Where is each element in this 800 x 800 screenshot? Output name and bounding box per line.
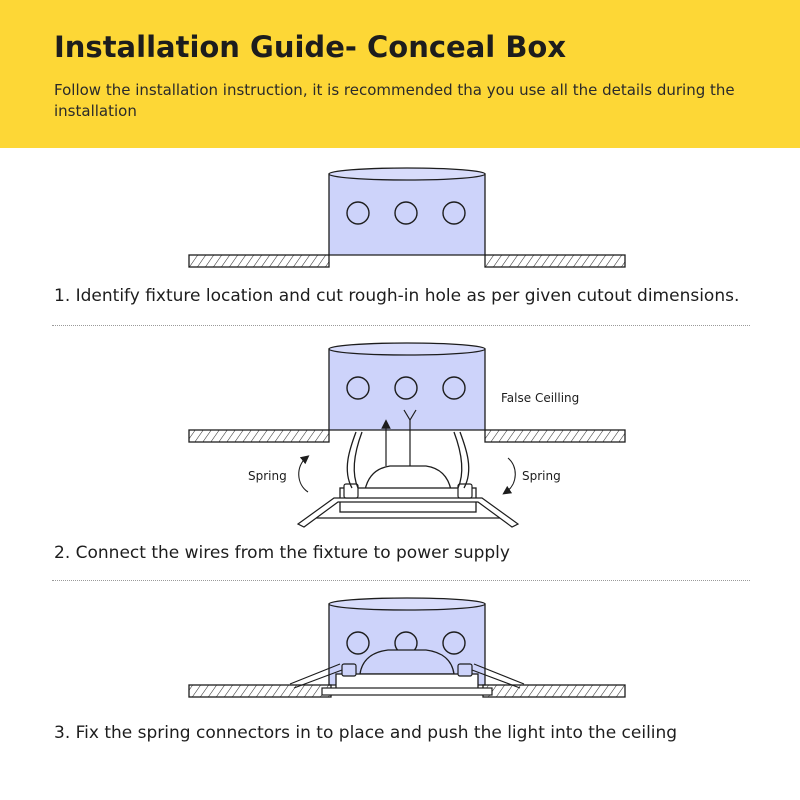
spring-label-left: Spring xyxy=(248,469,287,483)
light-fixture-installed xyxy=(290,650,524,690)
spring-arrow-right xyxy=(506,458,515,492)
divider-2 xyxy=(52,580,750,581)
conceal-box xyxy=(329,343,485,430)
diagram-step-1 xyxy=(0,160,800,275)
page-subtitle: Follow the installation instruction, it is recommended tha you use all the details during the installation xyxy=(54,81,735,120)
spring-right xyxy=(454,432,469,488)
ceiling-right xyxy=(485,255,625,267)
ceiling-right xyxy=(485,430,625,442)
light-fixture xyxy=(298,466,518,527)
diagram-step-3 xyxy=(0,592,800,712)
ceiling-left xyxy=(189,430,329,442)
spring-arrow-left xyxy=(299,458,308,492)
spring-left xyxy=(347,432,362,488)
step-1-text: 1. Identify fixture location and cut rough-in hole as per given cutout dimensions. xyxy=(54,286,740,306)
divider-1 xyxy=(52,325,750,326)
trim-ring xyxy=(322,688,492,695)
conceal-box xyxy=(329,168,485,255)
header-banner xyxy=(0,0,800,148)
ceiling-left xyxy=(189,685,331,697)
spring-label-right: Spring xyxy=(522,469,561,483)
diagram-step-2 xyxy=(0,336,800,536)
ceiling-left xyxy=(189,255,329,267)
ceiling-right xyxy=(483,685,625,697)
false-ceiling-label: False Ceilling xyxy=(501,391,580,405)
step-3-text: 3. Fix the spring connectors in to place and push the light into the ceiling xyxy=(54,723,678,743)
step-2-text: 2. Connect the wires from the fixture to power supply xyxy=(54,543,510,563)
page-title: Installation Guide- Conceal Box xyxy=(54,30,567,64)
